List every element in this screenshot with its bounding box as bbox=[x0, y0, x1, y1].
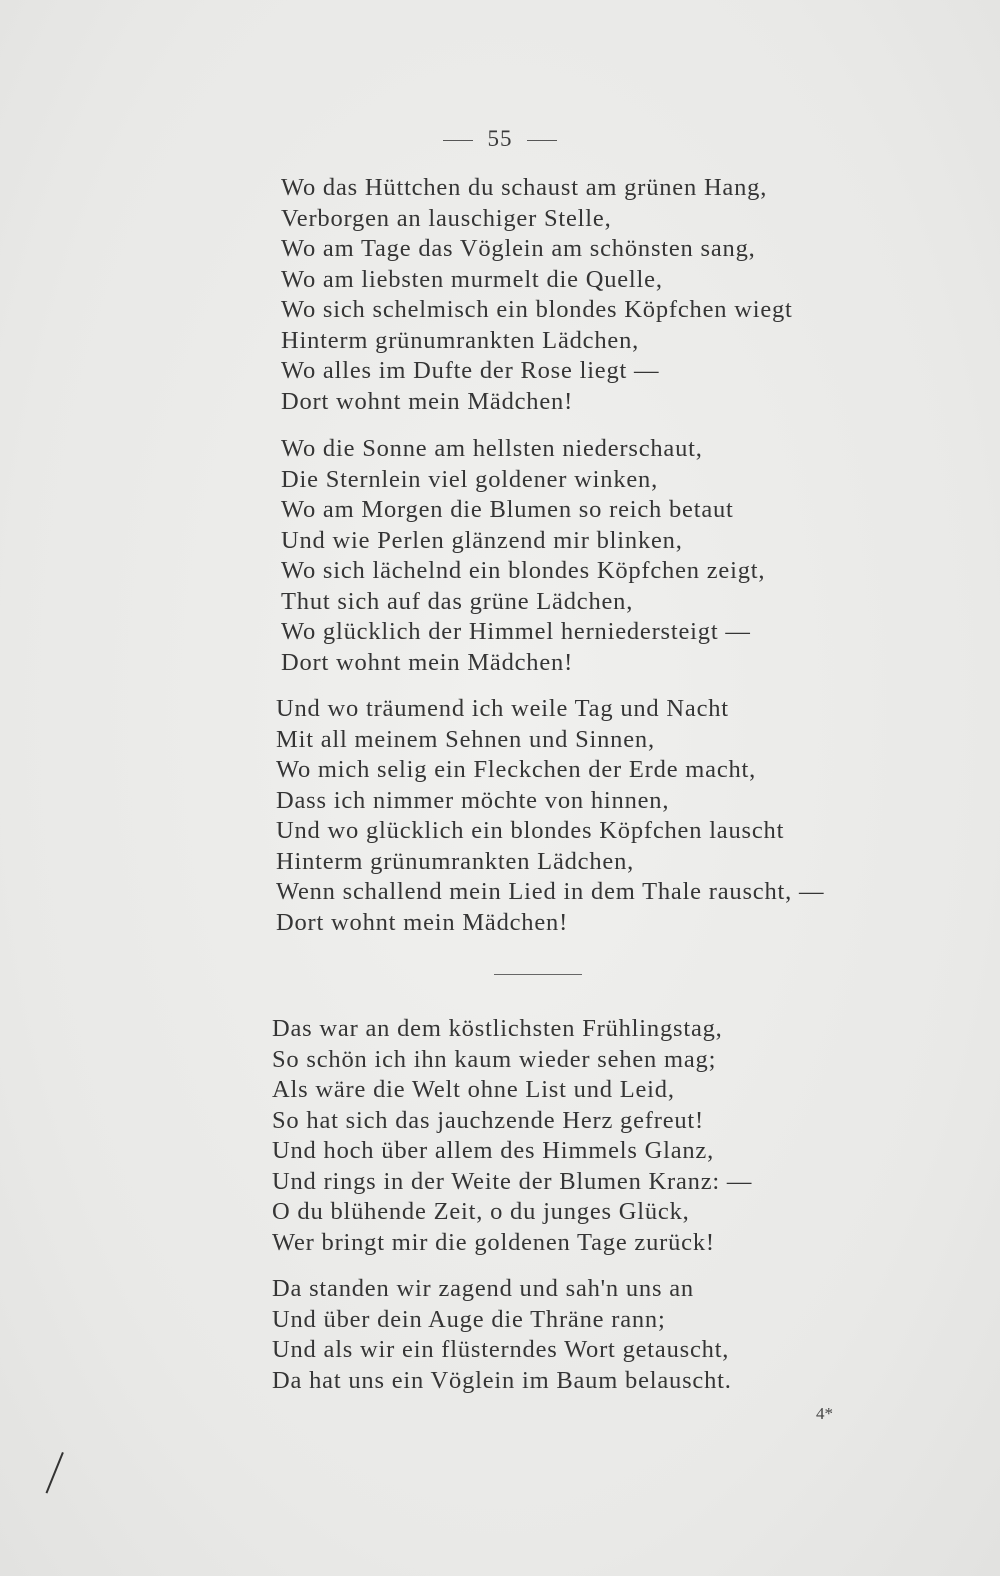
pencil-stroke-mark bbox=[46, 1452, 64, 1494]
poem-line: Hinterm grünumrankten Lädchen, bbox=[281, 326, 640, 354]
header-right-ornament bbox=[527, 140, 557, 141]
poem-line: Und wo träumend ich weile Tag und Nacht bbox=[276, 695, 729, 722]
poem-line: Das war an dem köstlichsten Frühlingstag, bbox=[272, 1015, 723, 1042]
poem-line: Wo am Tage das Vöglein am schönsten sang, bbox=[281, 235, 756, 262]
poem-stanza bbox=[281, 173, 793, 417]
poem-line: O du blühende Zeit, o du junges Glück, bbox=[272, 1198, 690, 1225]
poem-line: Hinterm grünumrankten Lädchen, bbox=[276, 847, 635, 875]
poem-line: Wo das Hüttchen du schaust am grünen Hang, bbox=[281, 174, 768, 201]
poem-line: Thut sich auf das grüne Lädchen, bbox=[281, 587, 634, 615]
poem-line: Wer bringt mir die goldenen Tage zurück! bbox=[272, 1228, 715, 1256]
poem-line: Wo glücklich der Himmel herniedersteigt — bbox=[281, 618, 751, 645]
poem-line: So schön ich ihn kaum wieder sehen mag; bbox=[272, 1045, 717, 1073]
poem-line: Verborgen an lauschiger Stelle, bbox=[281, 204, 612, 232]
poem-line: Wo die Sonne am hellsten niederschaut, bbox=[281, 435, 703, 462]
poem-line: Wo mich selig ein Fleckchen der Erde macht, bbox=[276, 756, 757, 783]
poem-line: Wenn schallend mein Lied in dem Thale rauscht, — bbox=[276, 878, 825, 905]
page-header bbox=[0, 126, 1000, 152]
poem-stanza bbox=[281, 434, 765, 678]
poem-line: Und hoch über allem des Himmels Glanz, bbox=[272, 1137, 715, 1164]
poem-line: Mit all meinem Sehnen und Sinnen, bbox=[276, 725, 655, 753]
poem-separator-rule bbox=[494, 974, 582, 975]
poem-line: Wo sich lächelnd ein blondes Köpfchen zeigt, bbox=[281, 557, 766, 584]
printer-signature-mark: 4* bbox=[816, 1404, 833, 1423]
poem-line: Und über dein Auge die Thräne rann; bbox=[272, 1305, 666, 1333]
poem-stanza bbox=[272, 1274, 732, 1396]
poem-stanza bbox=[276, 694, 824, 938]
poem-line: Dort wohnt mein Mädchen! bbox=[281, 387, 574, 415]
poem-line: Dort wohnt mein Mädchen! bbox=[276, 908, 569, 936]
poem-line: Wo sich schelmisch ein blondes Köpfchen wiegt bbox=[281, 296, 793, 323]
poem-line: Und wie Perlen glänzend mir blinken, bbox=[281, 526, 683, 554]
page-number: 55 bbox=[487, 126, 513, 151]
poem-stanza bbox=[272, 1014, 752, 1258]
poem-line: Wo alles im Dufte der Rose liegt — bbox=[281, 357, 660, 384]
poem-line: So hat sich das jauchzende Herz gefreut! bbox=[272, 1106, 704, 1134]
poem-line: Da standen wir zagend und sah'n uns an bbox=[272, 1275, 694, 1302]
header-left-ornament bbox=[443, 140, 473, 141]
poem-line: Und rings in der Weite der Blumen Kranz: — bbox=[272, 1167, 753, 1195]
poem-line: Als wäre die Welt ohne List und Leid, bbox=[272, 1076, 675, 1103]
poem-line: Wo am Morgen die Blumen so reich betaut bbox=[281, 496, 734, 523]
poem-line: Dort wohnt mein Mädchen! bbox=[281, 648, 574, 676]
poem-line: Die Sternlein viel goldener winken, bbox=[281, 465, 659, 493]
poem-line: Wo am liebsten murmelt die Quelle, bbox=[281, 265, 663, 293]
poem-line: Und wo glücklich ein blondes Köpfchen lauscht bbox=[276, 817, 785, 844]
poem-line: Und als wir ein flüsterndes Wort getauscht, bbox=[272, 1336, 730, 1363]
poem-line: Da hat uns ein Vöglein im Baum belauscht. bbox=[272, 1366, 732, 1394]
poem-line: Dass ich nimmer möchte von hinnen, bbox=[276, 786, 670, 814]
